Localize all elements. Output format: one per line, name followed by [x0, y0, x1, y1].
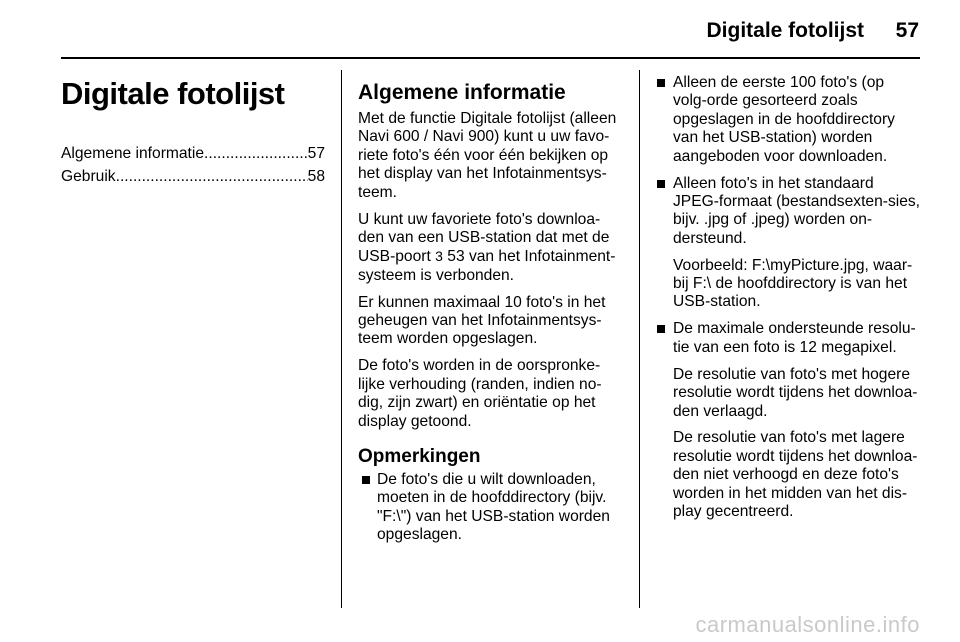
bullet-square-icon	[657, 325, 665, 333]
middle-column	[358, 80, 626, 553]
watermark: carmanualsonline.info	[695, 612, 920, 637]
notes-title: Opmerkingen	[358, 446, 481, 467]
bullet-square-icon	[362, 476, 370, 484]
bullet-text: De maximale ondersteunde resolu-tie van een foto is 12 megapixel.	[673, 320, 916, 356]
bullet-item	[656, 74, 920, 166]
toc-entry-algemene-informatie[interactable]	[61, 142, 325, 165]
note-item	[358, 471, 626, 545]
running-header-title: Digitale fotolijst	[706, 19, 864, 42]
paragraph-usb-port	[358, 211, 626, 286]
toc-label: Algemene informatie	[61, 145, 205, 162]
bullet-square-icon	[657, 79, 665, 87]
note-text: De foto's die u wilt downloaden, moeten in de hoofddirectory (bijv. "F:\") van het USB-station worden opgeslagen.	[377, 471, 610, 544]
header-rule	[61, 57, 920, 59]
paragraph: De foto's worden in de oorspronke-lijke verhouding (randen, indien no-dig, zijn zwart) en oriëntatie op het display getoond.	[358, 357, 602, 430]
chapter-title: Digitale fotolijst	[61, 76, 285, 111]
toc-entry-gebruik[interactable]	[61, 165, 325, 188]
bullet-square-icon	[657, 180, 665, 188]
bullet-text: Alleen foto's in het standaard JPEG-formaat (bestandsexten-sies, bijv. .jpg of .jpeg) worden on-dersteund.	[673, 174, 921, 247]
right-column	[656, 74, 920, 530]
toc-leader-dots	[116, 165, 308, 188]
bullet-continuation: De resolutie van foto's met lagere resolutie wordt tijdens het downloa-den niet verhoogd en deze foto's worden in het midden van het dis-play gecentreerd.	[673, 429, 918, 521]
toc-leader-dots	[204, 142, 308, 165]
page-number: 57	[895, 19, 919, 42]
column-divider-left	[341, 70, 342, 608]
bullet-continuation: De resolutie van foto's met hogere resolutie wordt tijdens het downloa-den verlaagd.	[673, 365, 918, 420]
column-divider-right	[639, 70, 640, 608]
paragraph-text: U kunt uw favoriete foto's downloa-den van een USB-station dat met de USB-poort	[358, 210, 610, 266]
toc-page: 58	[307, 168, 325, 185]
paragraph: Met de functie Digitale fotolijst (alleen Navi 600 / Navi 900) kunt u uw favo-riete foto's één voor één bekijken op het display van het Infotainmentsys-teem.	[358, 110, 617, 201]
bullet-text: Alleen de eerste 100 foto's (op volg-orde gesorteerd zoals opgeslagen in de hoofddirectory van het USB-station) worden aangeboden voor downloaden.	[673, 74, 895, 165]
toc-page: 57	[307, 145, 325, 162]
bullet-item	[656, 175, 920, 249]
bullet-item	[656, 320, 920, 357]
paragraph-text: 53 van het Infotainment-systeem is verbonden.	[358, 248, 616, 284]
cross-reference-arrow-icon: 3	[435, 248, 443, 265]
paragraph: Er kunnen maximaal 10 foto's in het geheugen van het Infotainmentsys-teem worden opgeslagen.	[358, 293, 606, 348]
bullet-continuation: Voorbeeld: F:\myPicture.jpg, waar-bij F:\ de hoofddirectory is van het USB-station.	[673, 256, 913, 311]
left-column	[61, 74, 325, 188]
toc-label: Gebruik	[61, 168, 116, 185]
section-title: Algemene informatie	[358, 81, 566, 104]
